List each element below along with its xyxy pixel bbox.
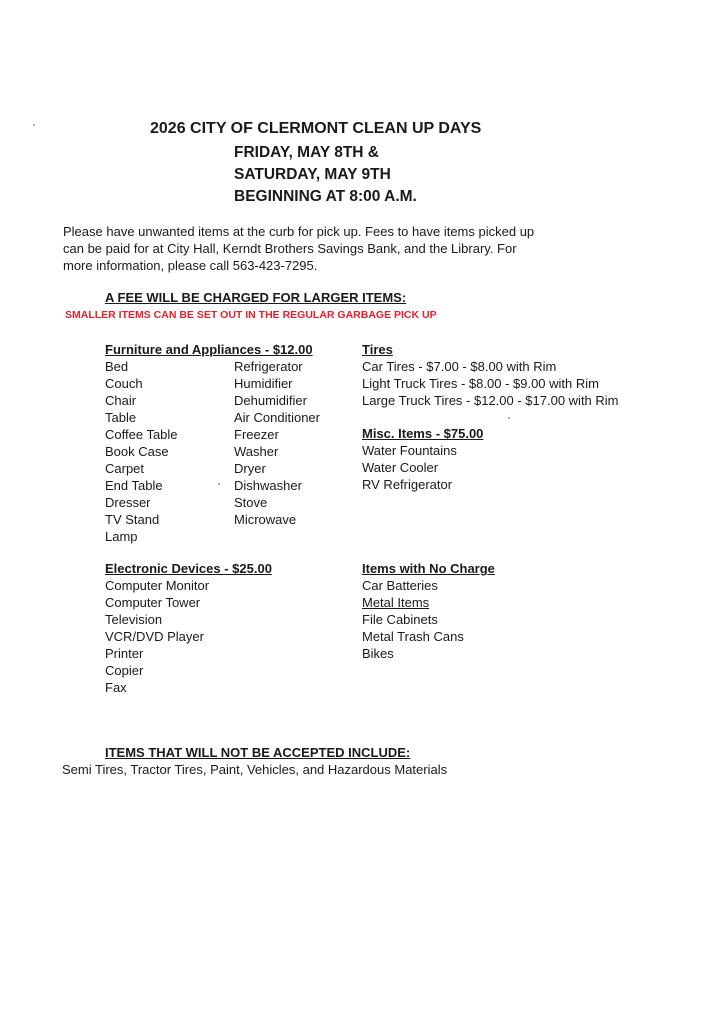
list-item: Water Cooler [362,460,439,475]
list-item: File Cabinets [362,612,438,627]
list-item: TV Stand [105,512,160,527]
intro-line: Please have unwanted items at the curb for pick up. Fees to have items picked up [63,224,535,239]
list-item: End Table [105,478,163,493]
not-accepted-heading: ITEMS THAT WILL NOT BE ACCEPTED INCLUDE: [105,745,411,760]
list-item: Large Truck Tires - $12.00 - $17.00 with Rim [362,393,619,408]
no-charge-list [362,577,464,662]
list-item: Couch [105,376,143,391]
scan-speck [218,483,220,485]
list-item: Bikes [362,646,394,661]
date-friday: FRIDAY, MAY 8TH & [234,144,379,161]
list-item: VCR/DVD Player [105,629,204,644]
not-accepted-items: Semi Tires, Tractor Tires, Paint, Vehicles, and Hazardous Materials [62,762,448,777]
list-item: Television [105,612,163,627]
smaller-items-note: SMALLER ITEMS CAN BE SET OUT IN THE REGULAR GARBAGE PICK UP [65,309,437,321]
misc-heading: Misc. Items - $75.00 [362,426,484,441]
list-item: Chair [105,393,137,408]
tires-heading: Tires [362,342,393,357]
list-item: Dresser [105,495,151,510]
furniture-list-col1 [105,358,178,545]
scan-speck [33,124,35,126]
no-charge-heading: Items with No Charge [362,561,495,576]
list-item: Lamp [105,529,138,544]
list-item: Carpet [105,461,145,476]
fee-heading: A FEE WILL BE CHARGED FOR LARGER ITEMS: [105,290,407,305]
tires-list [362,358,619,409]
list-item: Car Tires - $7.00 - $8.00 with Rim [362,359,557,374]
list-item: Light Truck Tires - $8.00 - $9.00 with Rim [362,376,599,391]
date-saturday: SATURDAY, MAY 9TH [234,166,391,183]
page-title: 2026 CITY OF CLERMONT CLEAN UP DAYS [150,120,482,137]
list-item: Air Conditioner [234,410,320,425]
list-item: Fax [105,680,127,695]
electronics-list [105,577,209,696]
intro-line: can be paid for at City Hall, Kerndt Brothers Savings Bank, and the Library. For [63,241,517,256]
list-item: Freezer [234,427,279,442]
list-item: Copier [105,663,144,678]
list-item: Printer [105,646,144,661]
intro-paragraph [63,223,534,274]
list-item: Book Case [105,444,169,459]
list-item: Computer Monitor [105,578,210,593]
list-item: Washer [234,444,279,459]
furniture-heading: Furniture and Appliances - $12.00 [105,342,313,357]
list-item: Dehumidifier [234,393,307,408]
list-item: Humidifier [234,376,293,391]
list-item: Metal Trash Cans [362,629,464,644]
list-item: Computer Tower [105,595,201,610]
list-item: Car Batteries [362,578,438,593]
list-item: Dryer [234,461,266,476]
misc-list [362,442,457,493]
start-time: BEGINNING AT 8:00 A.M. [234,188,417,205]
list-item: Metal Items [362,595,430,610]
list-item: Microwave [234,512,297,527]
scan-speck [508,417,510,419]
furniture-list-col2 [234,358,320,528]
list-item: Bed [105,359,129,374]
list-item: Refrigerator [234,359,303,374]
intro-line: more information, please call 563-423-7295. [63,258,318,273]
list-item: Coffee Table [105,427,178,442]
list-item: RV Refrigerator [362,477,453,492]
list-item: Water Fountains [362,443,457,458]
electronics-heading: Electronic Devices - $25.00 [105,561,272,576]
list-item: Stove [234,495,268,510]
list-item: Dishwasher [234,478,302,493]
list-item: Table [105,410,137,425]
